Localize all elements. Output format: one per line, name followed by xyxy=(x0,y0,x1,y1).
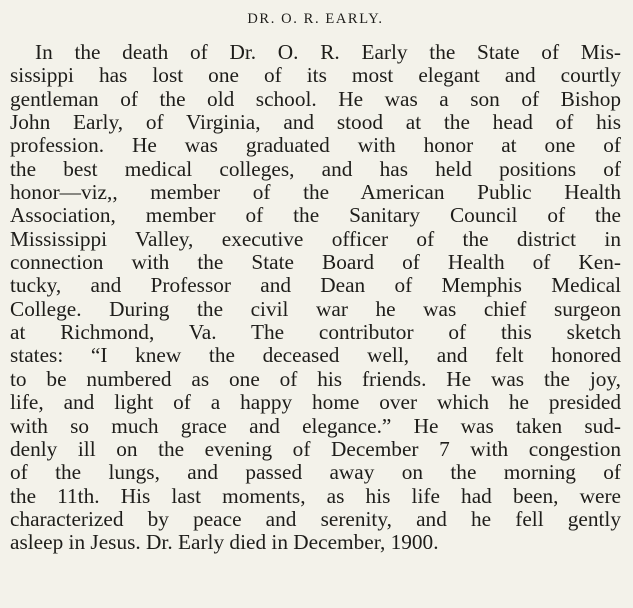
text-line: honor—viz,, member of the American Public Health xyxy=(10,180,621,205)
text-line: tucky, and Professor and Dean of Memphis Medical xyxy=(10,273,621,298)
text-line: profession. He was graduated with honor at one of xyxy=(10,133,621,158)
text-line: In the death of Dr. O. R. Early the State of Mis- xyxy=(35,40,621,64)
text-line: Mississippi Valley, executive officer of the district in xyxy=(10,226,621,251)
text-line: the best medical colleges, and has held positions of xyxy=(10,156,621,181)
text-line: to be numbered as one of his friends. He was the joy, xyxy=(10,366,621,391)
text-line: sissippi has lost one of its most elegant and courtly xyxy=(10,63,621,88)
text-line: denly ill on the evening of December 7 with congestion xyxy=(10,436,621,461)
text-line: at Richmond, Va. The contributor of this sketch xyxy=(10,320,621,345)
text-line: connection with the State Board of Health of Ken- xyxy=(10,250,621,275)
text-line: asleep in Jesus. Dr. Early died in December, 1900. xyxy=(10,530,439,555)
article-title: DR. O. R. EARLY. xyxy=(247,11,384,27)
text-line: College. During the civil war he was chief surgeon xyxy=(10,296,621,321)
text-line: life, and light of a happy home over which he presided xyxy=(10,390,621,415)
text-line: states: “I knew the deceased well, and felt honored xyxy=(10,343,621,368)
text-line: characterized by peace and serenity, and he fell gently xyxy=(10,506,621,531)
text-line: with so much grace and elegance.” He was taken sud- xyxy=(10,413,621,438)
article-body xyxy=(10,41,621,555)
text-line: of the lungs, and passed away on the morning of xyxy=(10,460,621,485)
text-line: gentleman of the old school. He was a son of Bishop xyxy=(10,86,621,111)
text-line: John Early, of Virginia, and stood at the head of his xyxy=(10,110,621,135)
text-line: Association, member of the Sanitary Council of the xyxy=(10,203,621,228)
text-line: the 11th. His last moments, as his life had been, were xyxy=(10,483,621,508)
